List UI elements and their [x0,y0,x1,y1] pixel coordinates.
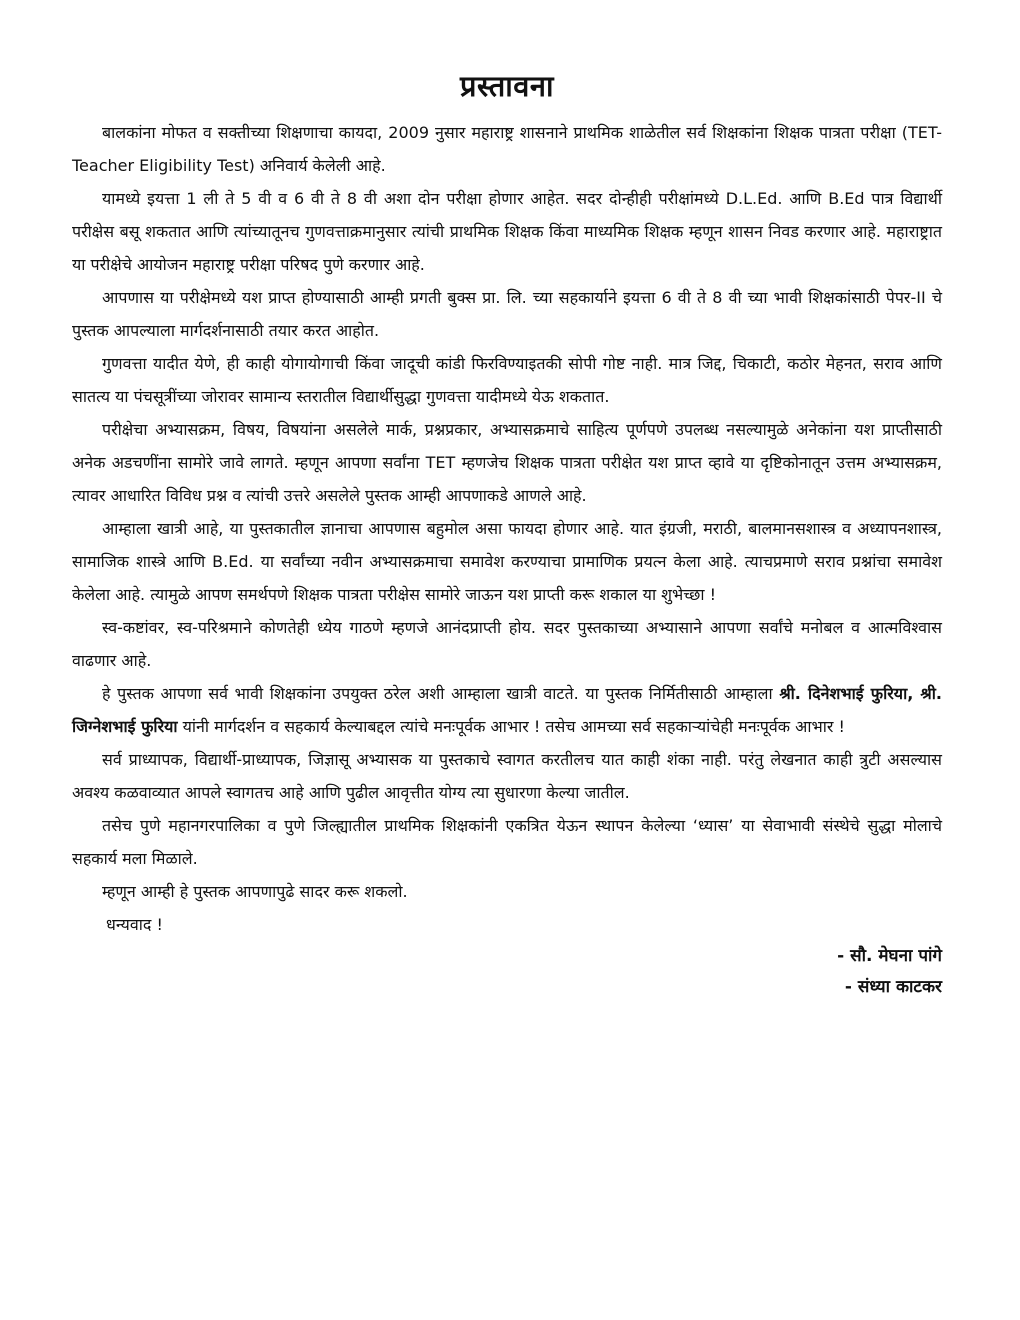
page-title: प्रस्तावना [459,69,555,103]
paragraph-9: सर्व प्राध्यापक, विद्यार्थी-प्राध्यापक, जिज्ञासू अभ्यासक या पुस्तकाचे स्वागत करतीलच यात काही शंका नाही. परंतु लेखनात काही त्रुटी असल्यास अवश्य कळवाव्यात आपले स्वागतच आहे आणि पुढील आवृत्तीत योग्य त्या सुधारणा केल्या जातील. [72,750,942,802]
thanks-line: धन्यवाद ! [106,915,163,934]
paragraph-2: यामध्ये इयत्ता 1 ली ते 5 वी व 6 वी ते 8 वी अशा दोन परीक्षा होणार आहेत. सदर दोन्हीही परीक्षांमध्ये D.L.Ed. आणि B.Ed पात्र विद्यार्थी परीक्षेस बसू शकतात आणि त्यांच्यातूनच गुणवत्ताक्रमानुसार त्यांची प्राथमिक शिक्षक किंवा माध्यमिक शिक्षक म्हणून शासन निवड करणार आहे. महाराष्ट्रात या परीक्षेचे आयोजन महाराष्ट्र परीक्षा परिषद पुणे करणार आहे. [72,189,942,274]
acknowledgement-paragraph [72,677,942,743]
paragraph-4: गुणवत्ता यादीत येणे, ही काही योगायोगाची किंवा जादूची कांडी फिरविण्याइतकी सोपी गोष्ट नाही. मात्र जिद्द, चिकाटी, कठोर मेहनत, सराव आणि सातत्य या पंचसूत्रींच्या जोरावर सामान्य स्तरातील विद्यार्थीसुद्धा गुणवत्ता यादीमध्ये येऊ शकतात. [72,354,942,406]
signature-1: - सौ. मेघना पांगे [837,946,942,966]
paragraph-5: परीक्षेचा अभ्यासक्रम, विषय, विषयांना असलेले मार्क, प्रश्नप्रकार, अभ्यासक्रमाचे साहित्य पूर्णपणे उपलब्ध नसल्यामुळे अनेकांना यश प्राप्तीसाठी अनेक अडचणींना सामोरे जावे लागते. म्हणून आपणा सर्वांना TET म्हणजेच शिक्षक पात्रता परीक्षेत यश प्राप्त व्हावे या दृष्टिकोनातून उत्तम अभ्यासक्रम, त्यावर आधारित विविध प्रश्न व त्यांची उत्तरे असलेले पुस्तक आम्ही आपणाकडे आणले आहे. [72,420,942,505]
signature-2: - संध्या काटकर [844,977,942,997]
paragraph-6: आम्हाला खात्री आहे, या पुस्तकातील ज्ञानाचा आपणास बहुमोल असा फायदा होणार आहे. यात इंग्रजी, मराठी, बालमानसशास्त्र व अध्यापनशास्त्र, सामाजिक शास्त्रे आणि B.Ed. या सर्वांच्या नवीन अभ्यासक्रमाचा समावेश करण्याचा प्रामाणिक प्रयत्न केला आहे. त्याचप्रमाणे सराव प्रश्नांचा समावेश केलेला आहे. त्यामुळे आपण समर्थपणे शिक्षक पात्रता परीक्षेस सामोरे जाऊन यश प्राप्ती करू शकाल या शुभेच्छा ! [72,519,942,604]
ack-text-after: यांनी मार्गदर्शन व सहकार्य केल्याबद्दल त्यांचे मनःपूर्वक आभार ! तसेच आमच्या सर्व सहकाऱ्यांचेही मनःपूर्वक आभार ! [177,717,845,736]
paragraph-11: म्हणून आम्ही हे पुस्तक आपणापुढे सादर करू शकलो. [102,882,408,901]
paragraph-1: बालकांना मोफत व सक्तीच्या शिक्षणाचा कायदा, 2009 नुसार महाराष्ट्र शासनाने प्राथमिक शाळेतील सर्व शिक्षकांना शिक्षक पात्रता परीक्षा (TET-Teacher Eligibility Test) अनिवार्य केलेली आहे. [72,123,942,175]
paragraph-10: तसेच पुणे महानगरपालिका व पुणे जिल्ह्यातील प्राथमिक शिक्षकांनी एकत्रित येऊन स्थापन केलेल्या ‘ध्यास’ या सेवाभावी संस्थेचे सुद्धा मोलाचे सहकार्य मला मिळाले. [72,816,942,868]
paragraph-7: स्व-कष्टांवर, स्व-परिश्रमाने कोणतेही ध्येय गाठणे म्हणजे आनंदप्राप्ती होय. सदर पुस्तकाच्या अभ्यासाने आपणा सर्वांचे मनोबल व आत्मविश्वास वाढणार आहे. [72,618,942,670]
paragraph-3: आपणास या परीक्षेमध्ये यश प्राप्त होण्यासाठी आम्ही प्रगती बुक्स प्रा. लि. च्या सहकार्याने इयत्ता 6 वी ते 8 वी च्या भावी शिक्षकांसाठी पेपर-II चे पुस्तक आपल्याला मार्गदर्शनासाठी तयार करत आहोत. [72,288,942,340]
ack-names: श्री. दिनेशभाई फुरिया, श्री. जिग्नेशभाई फुरिया [72,684,942,736]
ack-text-before: हे पुस्तक आपणा सर्व भावी शिक्षकांना उपयुक्त ठरेल अशी आम्हाला खात्री वाटते. या पुस्तक निर्मितीसाठी आम्हाला [102,684,780,703]
